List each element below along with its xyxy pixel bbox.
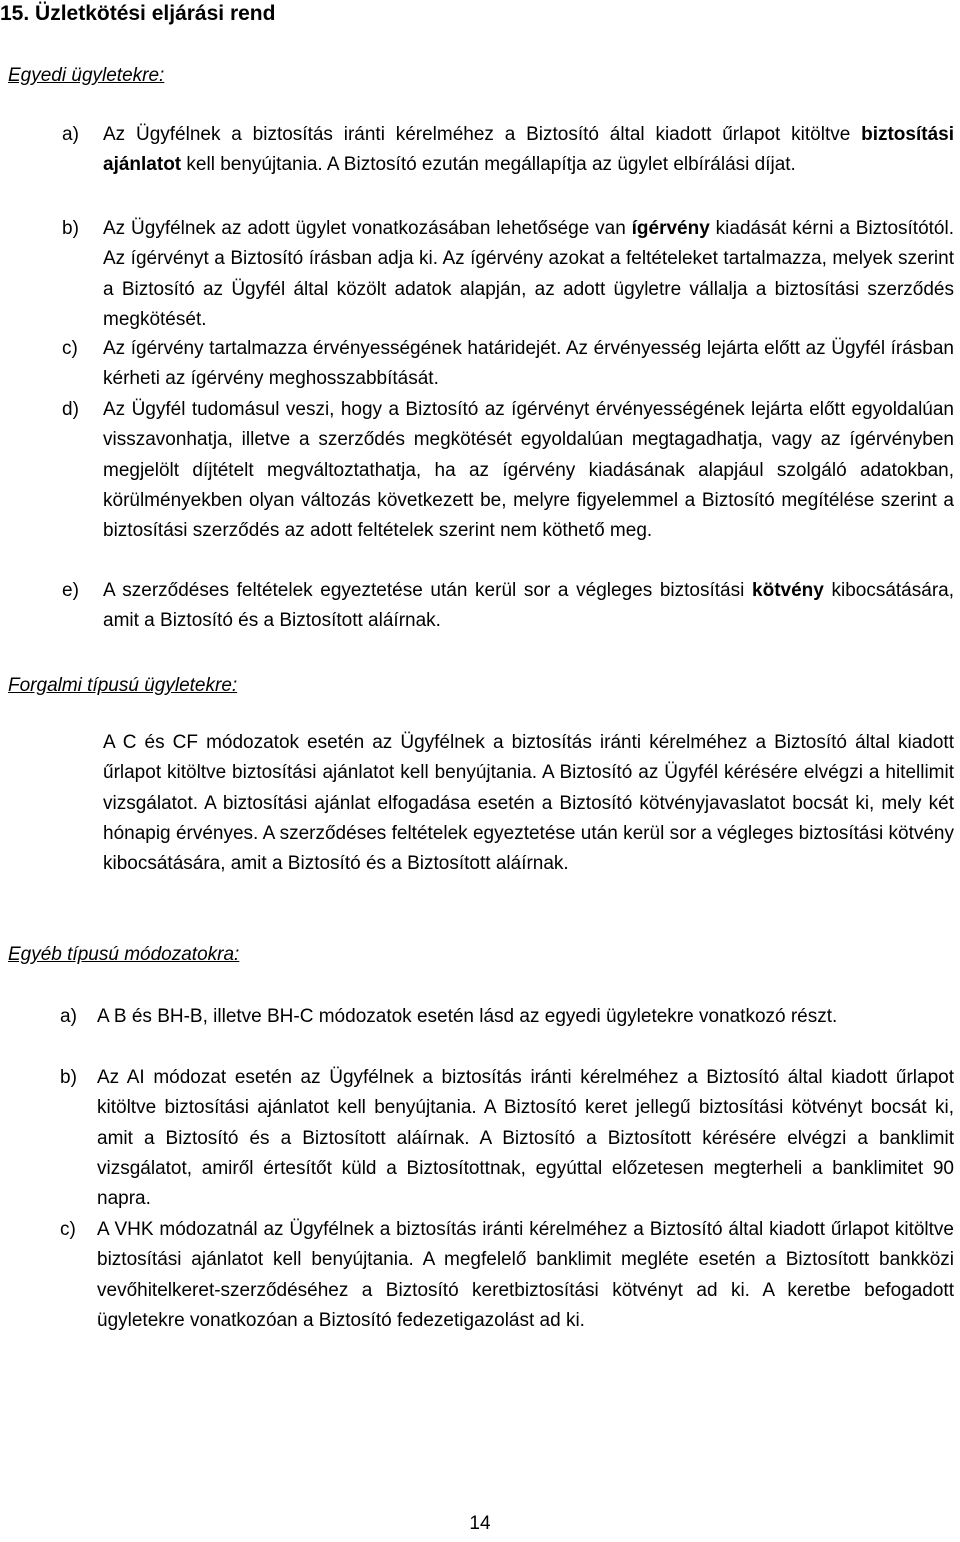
list-item-e: A szerződéses feltételek egyeztetése után kerül sor a végleges biztosítási kötvény kibocsátására, amit a Biztosító és a Biztosított aláírnak. — [103, 580, 954, 632]
list-item-other-a: A B és BH-B, illetve BH-C módozatok esetén lásd az egyedi ügyletekre vonatkozó részt. — [97, 1006, 838, 1027]
list-label-other-c: c) — [60, 1219, 76, 1240]
page-number: 14 — [469, 1513, 491, 1534]
list-label-other-b: b) — [60, 1067, 77, 1088]
heading-individual-transactions: Egyedi ügyletekre: — [8, 65, 165, 86]
list-item-c: Az ígérvény tartalmazza érvényességének határidejét. Az érvényesség lejárta előtt az Ügyfél írásban kérheti az ígérvény meghosszabbítását. — [103, 338, 954, 390]
heading-turnover-transactions: Forgalmi típusú ügyletekre: — [8, 675, 238, 696]
list-label-other-a: a) — [60, 1006, 77, 1027]
list-item-other-c: A VHK módozatnál az Ügyfélnek a biztosítás iránti kérelméhez a Biztosító által kiadott űrlapot kitöltve biztosítási ajánlatot kell benyújtania. A megfelelő banklimit megléte esetén a Biztosított bankközi vevőhitelkeret-szerződéséhez a Biztosító keretbiztosítási kötvényt ad ki. A keretbe befogadott ügyletekre vonatkozóan a Biztosító fedezetigazolást ad ki. — [97, 1219, 954, 1331]
list-label-c: c) — [62, 338, 78, 359]
list-item-other-b: Az AI módozat esetén az Ügyfélnek a biztosítás iránti kérelméhez a Biztosító által kiadott űrlapot kitöltve biztosítási ajánlatot kell benyújtania. A Biztosító keret jellegű biztosítási kötvényt bocsát ki, amit a Biztosító és a Biztosított aláírnak. A Biztosító a Biztosított kérésére elvégzi a banklimit vizsgálatot, amiről értesítőt küld a Biztosítottnak, egyúttal előzetesen megterheli a banklimitet 90 napra. — [97, 1067, 954, 1210]
list-label-e: e) — [62, 580, 79, 601]
list-label-a: a) — [62, 124, 79, 145]
turnover-paragraph: A C és CF módozatok esetén az Ügyfélnek a biztosítás iránti kérelméhez a Biztosító által kiadott űrlapot kitöltve biztosítási ajánlatot kell benyújtania. A Biztosító az Ügyfél kérésére elvégzi a hitellimit vizsgálatot. A biztosítási ajánlat elfogadása esetén a Biztosító kötvényjavaslatot bocsát ki, mely két hónapig érvényes. A szerződéses feltételek egyeztetése után kerül sor a végleges biztosítási kötvény kibocsátására, amit a Biztosító és a Biztosított aláírnak. — [103, 732, 954, 875]
list-item-d: Az Ügyfél tudomásul veszi, hogy a Biztosító az ígérvényt érvényességének lejárta előtt egyoldalúan visszavonhatja, illetve a szerződés megkötését egyoldalúan megtagadhatja, vagy az ígérvényben megjelölt díjtételt megváltoztathatja, ha az ígérvény kiadásának alapjául szolgáló adatokban, körülményekben olyan változás következett be, melyre figyelemmel a Biztosító megítélése szerint a biztosítási szerződés az adott feltételek szerint nem köthető meg. — [103, 399, 954, 542]
list-label-d: d) — [62, 399, 79, 420]
section-title: 15. Üzletkötési eljárási rend — [0, 2, 276, 25]
list-label-b: b) — [62, 218, 79, 239]
list-item-b: Az Ügyfélnek az adott ügylet vonatkozásában lehetősége van ígérvény kiadását kérni a Biztosítótól. Az ígérvényt a Biztosító írásban adja ki. Az ígérvény azokat a feltételeket tartalmazza, melyek szerint a Biztosító az Ügyfél által közölt adatok alapján, az adott ügyletre vállalja a biztosítási szerződés megkötését. — [103, 218, 955, 330]
heading-other-modalities: Egyéb típusú módozatokra: — [8, 944, 240, 965]
list-item-a: Az Ügyfélnek a biztosítás iránti kérelméhez a Biztosító által kiadott űrlapot kitöltve biztosítási ajánlatot kell benyújtania. A Biztosító ezután megállapítja az ügylet elbírálási díjat. — [103, 124, 954, 176]
